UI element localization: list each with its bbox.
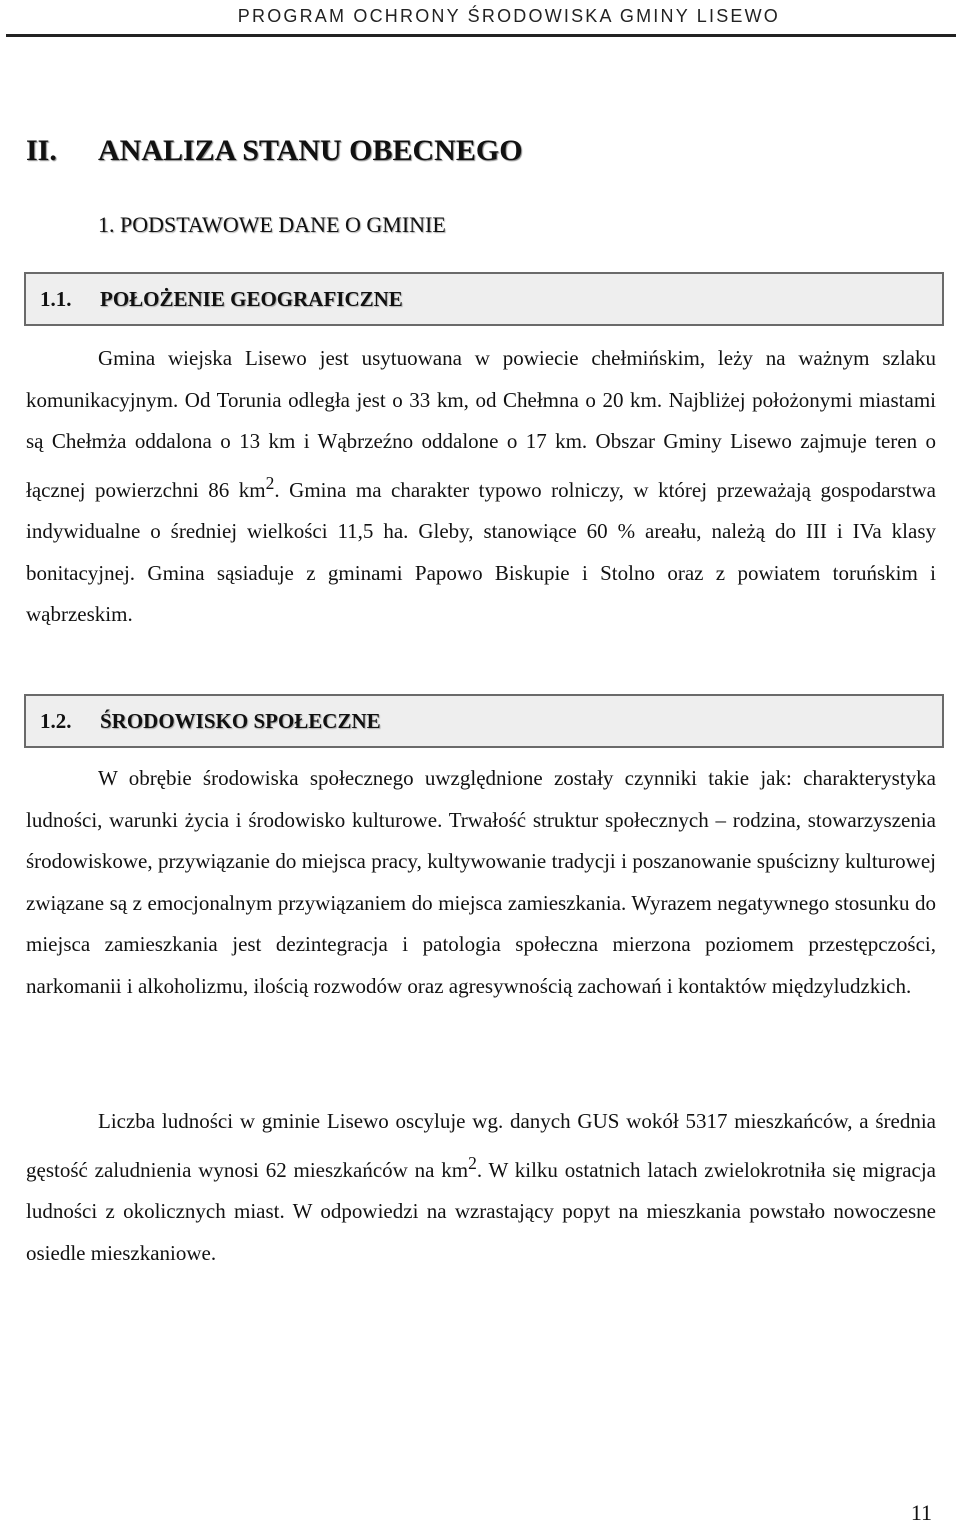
paragraph-text: . Gmina ma charakter typowo rolniczy, w której przeważają gospodarstwa indywidualne o średniej wielkości 11,5 ha. Gleby, stanowiące 60 % areału, należą do III i IVa klasy bonitacyjnej. Gmina sąsiaduje z gminami Papowo Biskupie i Stolno oraz z powiatem toruńskim i wąbrzeskim. <box>26 477 937 626</box>
paragraph-location <box>26 338 936 636</box>
section-heading: 1. PODSTAWOWE DANE O GMINIE <box>98 212 446 237</box>
superscript: 2 <box>265 472 275 493</box>
subsection-heading-1 <box>24 272 944 326</box>
paragraph-text: . W kilku ostatnich latach zwielokrotniła się migracja ludności z okolicznych miast. W odpowiedzi na wzrastający popyt na mieszkania powstało nowoczesne osiedle mieszkaniowe. <box>26 1157 936 1265</box>
subsection-number: 1.1. <box>40 287 72 311</box>
paragraph-social <box>26 758 936 1007</box>
chapter-title: ANALIZA STANU OBECNEGO <box>98 134 523 167</box>
paragraph-population <box>26 1101 936 1274</box>
chapter-heading <box>26 134 523 168</box>
superscript: 2 <box>468 1152 477 1173</box>
subsection-heading-2 <box>24 694 944 748</box>
subsection-title: ŚRODOWISKO SPOŁECZNE <box>100 709 381 733</box>
paragraph-text: W obrębie środowiska społecznego uwzględnione zostały czynniki takie jak: charakterystyka ludności, warunki życia i środowisko kulturowe. Trwałość struktur społecznych – rodzina, stowarzyszenia środowiskowe, przywiązanie do miejsca pracy, kultywowanie tradycji i poszanowanie spuścizny kulturowej związane są z emocjonalnym przywiązaniem do miejsca zamieszkania. Wyrazem negatywnego stosunku do miejsca zamieszkania jest dezintegracja i patologia społeczna mierzona poziomem przestępczości, narkomanii i alkoholizmu, ilością rozwodów oraz agresywnością zachowań i kontaktów międzyludzkich. <box>26 766 936 998</box>
paragraph-text: Gmina wiejska Lisewo jest usytuowana w powiecie chełmińskim, leży na ważnym szlaku komunikacyjnym. Od Torunia odległa jest o 33 km, od Chełmna o 20 km. Najbliżej położonymi miastami są Chełmża oddalona o 13 km i Wąbrzeźno oddalone o 17 km. Obszar Gminy Lisewo zajmuje teren o łącznej powierzchni 86 km <box>26 346 936 502</box>
subsection-title: POŁOŻENIE GEOGRAFICZNE <box>100 287 403 311</box>
running-header: PROGRAM OCHRONY ŚRODOWISKA GMINY LISEWO <box>237 6 780 26</box>
header-rule <box>6 34 956 37</box>
page-number: 11 <box>910 1500 932 1525</box>
paragraph-text: Liczba ludności w gminie Lisewo oscyluje wg. danych GUS wokół 5317 mieszkańców, a średnia gęstość zaludnienia wynosi 62 mieszkańców na km <box>26 1109 936 1182</box>
subsection-number: 1.2. <box>40 709 72 733</box>
chapter-number: II. <box>26 134 57 167</box>
